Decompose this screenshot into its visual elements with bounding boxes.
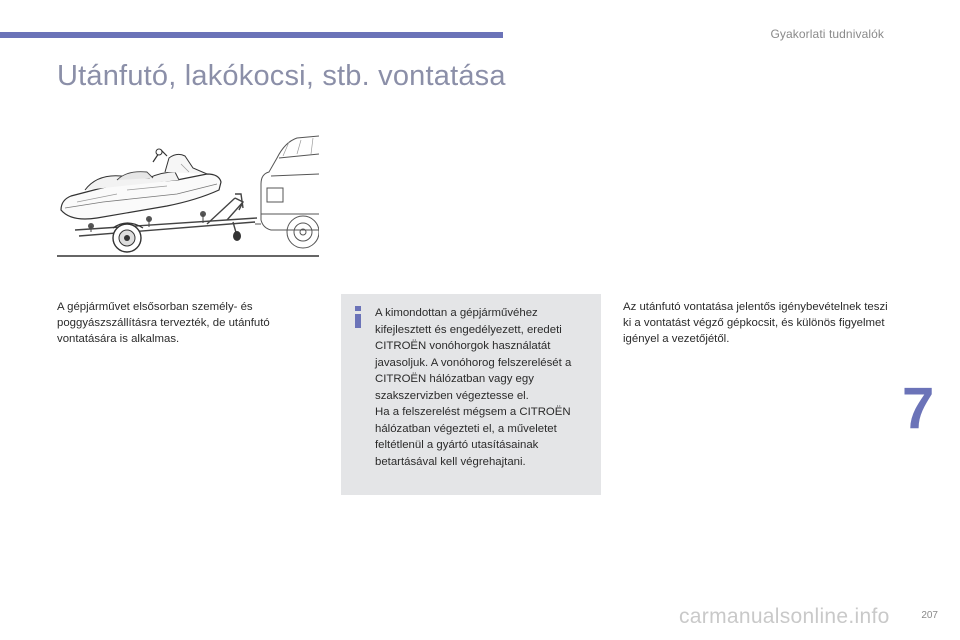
info-paragraph-1: A kimondottan a gépjárművéhez kifejlesztett és engedélyezett, eredeti CITROËN vonóhorgok használatát javasoljuk. A vonóhorog felszerelését a CITROËN hálózatban vagy egy szakszervizben végeztesse el. [375, 307, 572, 402]
accent-bar [0, 32, 503, 38]
chapter-number: 7 [902, 376, 935, 441]
info-paragraph-2: Ha a felszerelést mégsem a CITROËN hálózatban végezteti el, a műveletet feltétlenül a gyártó utasításainak betartásával kell végrehajtani. [375, 406, 571, 468]
jet-ski-trailer-towing-illustration [57, 128, 319, 260]
info-box [341, 294, 601, 495]
page-title: Utánfutó, lakókocsi, stb. vontatása [57, 60, 506, 92]
right-column-paragraph: Az utánfutó vontatása jelentős igénybevételnek teszi ki a vontatást végző gépkocsit, és különös figyelmet igényel a vezetőjétől. [623, 301, 888, 345]
watermark: carmanualsonline.info [679, 605, 890, 628]
info-text [375, 305, 597, 470]
section-title: Gyakorlati tudnivalók [770, 27, 884, 41]
intro-paragraph: A gépjárművet elsősorban személy- és poggyászszállításra tervezték, de utánfutó vontatására is alkalmas. [57, 301, 270, 345]
page-number: 207 [921, 610, 938, 621]
info-icon [351, 306, 365, 328]
